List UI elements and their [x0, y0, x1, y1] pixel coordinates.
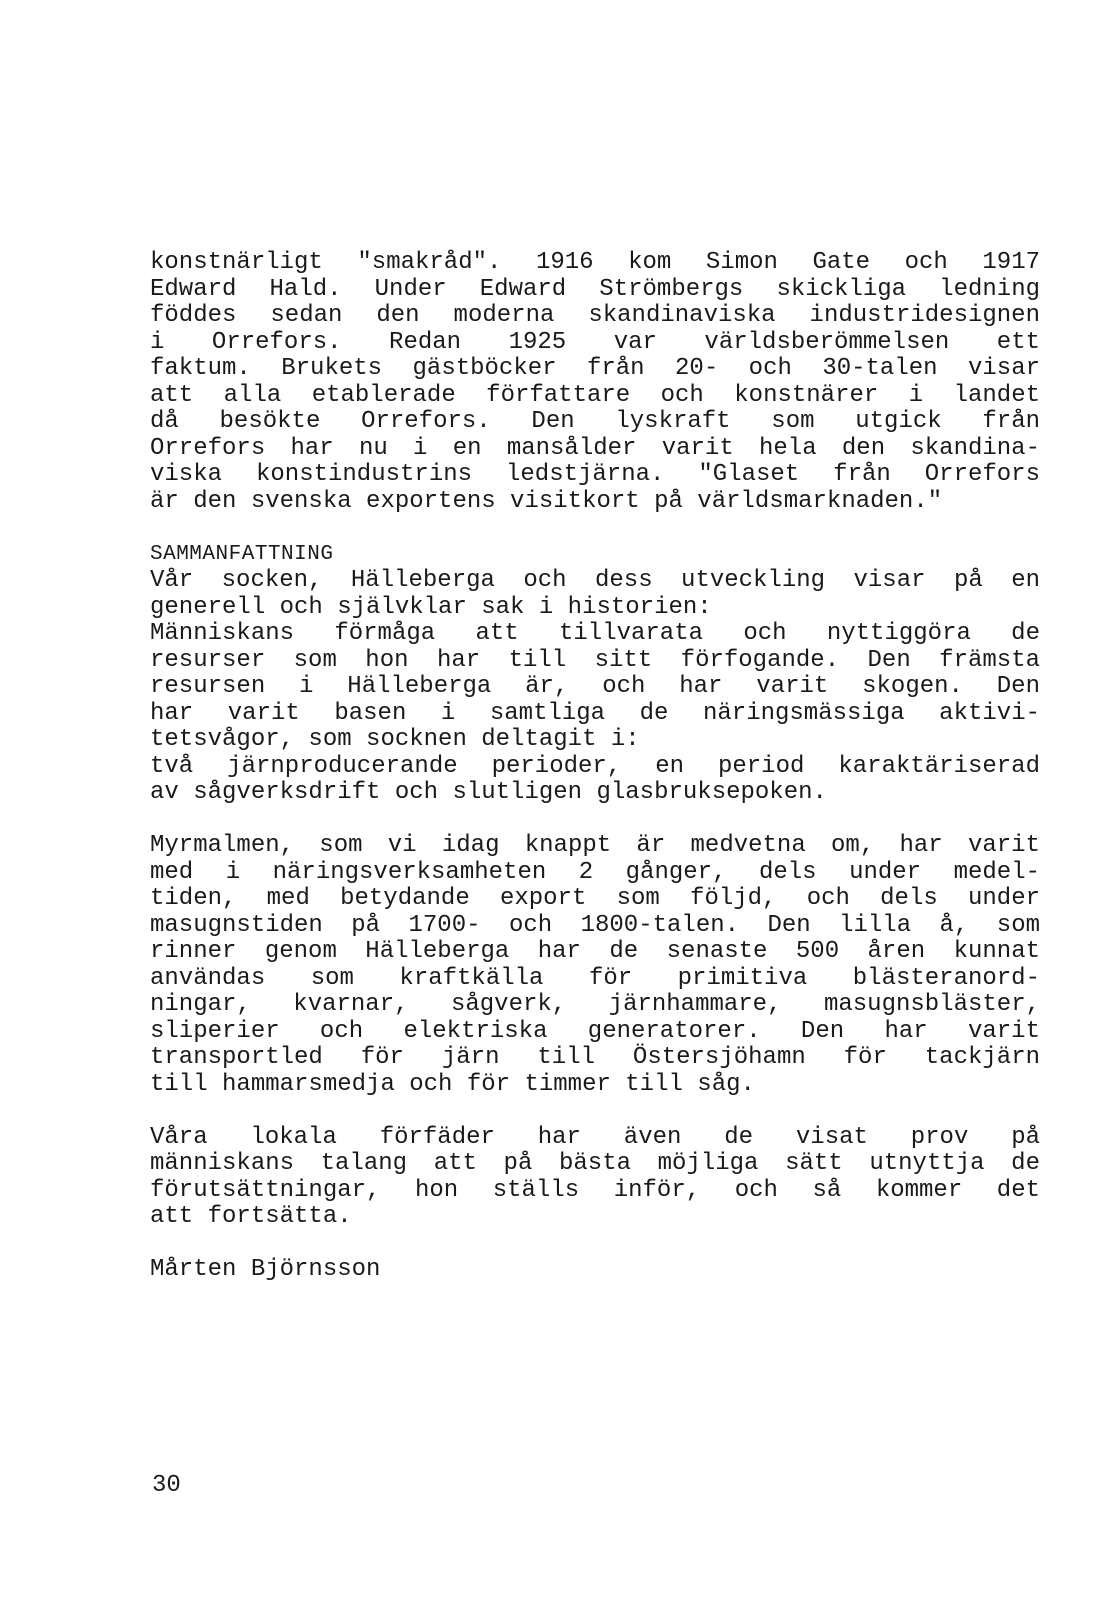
text-line: resursen i Hälleberga är, och har varit skogen. Den	[150, 673, 1040, 700]
paragraph-ancestors	[150, 1125, 1040, 1231]
text-line: föddes sedan den moderna skandinaviska industridesignen	[150, 302, 1040, 329]
text-line: resurser som hon har till sitt förfogande. Den främsta	[150, 646, 1040, 674]
text-line: ningar, kvarnar, sågverk, järnhammare, masugnsbläster,	[150, 991, 1040, 1018]
paragraph-gap	[150, 515, 1040, 542]
paragraph-gap	[150, 807, 1040, 834]
text-line: Orrefors har nu i en mansålder varit hela den skandina-	[150, 434, 1040, 462]
paragraph-gap	[150, 1098, 1040, 1125]
text-line: rinner genom Hälleberga har de senaste 500 åren kunnat	[150, 938, 1040, 965]
text-line: till hammarsmedja och för timmer till såg.	[150, 1070, 755, 1098]
text-line: viska konstindustrins ledstjärna. "Glaset från Orrefors	[150, 461, 1040, 488]
text-line: då besökte Orrefors. Den lyskraft som utgick från	[150, 408, 1040, 435]
text-line: Edward Hald. Under Edward Strömbergs skickliga ledning	[150, 275, 1040, 303]
text-line: generell och självklar sak i historien:	[150, 593, 712, 621]
text-line: Vår socken, Hälleberga och dess utveckling visar på en	[150, 567, 1040, 594]
text-line: har varit basen i samtliga de näringsmässiga aktivi-	[150, 699, 1040, 727]
text-line: människans talang att på bästa möjliga sätt utnyttja de	[150, 1150, 1040, 1177]
text-line: Våra lokala förfäder har även de visat prov på	[150, 1123, 1040, 1151]
section-heading: SAMMANFATTNING	[150, 542, 334, 566]
paragraph-orrefors-history	[150, 250, 1040, 515]
text-line: med i näringsverksamheten 2 gånger, dels under medel-	[150, 858, 1040, 886]
text-line: faktum. Brukets gästböcker från 20- och 30-talen visar	[150, 355, 1040, 382]
document-page	[150, 250, 1040, 1284]
text-line: Människans förmåga att tillvarata och nyttiggöra de	[150, 620, 1040, 647]
text-line: tiden, med betydande export som följd, och dels under	[150, 885, 1040, 912]
text-line: konstnärligt "smakråd". 1916 kom Simon Gate och 1917	[150, 249, 1040, 276]
paragraph-bog-iron	[150, 833, 1040, 1098]
text-line: tetsvågor, som socknen deltagit i:	[150, 726, 640, 753]
text-line: sliperier och elektriska generatorer. Den har varit	[150, 1017, 1040, 1045]
text-line: förutsättningar, hon ställs inför, och så kommer det	[150, 1176, 1040, 1204]
text-line: av sågverksdrift och slutligen glasbruksepoken.	[150, 779, 827, 806]
text-line: att alla etablerade författare och konstnärer i landet	[150, 381, 1040, 409]
text-line: är den svenska exportens visitkort på världsmarknaden."	[150, 487, 943, 515]
page-number: 30	[152, 1472, 181, 1499]
text-line: masugnstiden på 1700- och 1800-talen. Den lilla å, som	[150, 911, 1040, 939]
paragraph-gap	[150, 1231, 1040, 1258]
text-line: två järnproducerande perioder, en period karaktäriserad	[150, 752, 1040, 780]
text-line: användas som kraftkälla för primitiva blästeranord-	[150, 964, 1040, 992]
text-line: transportled för järn till Östersjöhamn för tackjärn	[150, 1044, 1040, 1071]
text-line: i Orrefors. Redan 1925 var världsberömmelsen ett	[150, 328, 1040, 356]
text-line: Myrmalmen, som vi idag knappt är medvetna om, har varit	[150, 832, 1040, 859]
author-signature: Mårten Björnsson	[150, 1256, 381, 1283]
text-line: att fortsätta.	[150, 1203, 352, 1230]
paragraph-summary	[150, 568, 1040, 807]
